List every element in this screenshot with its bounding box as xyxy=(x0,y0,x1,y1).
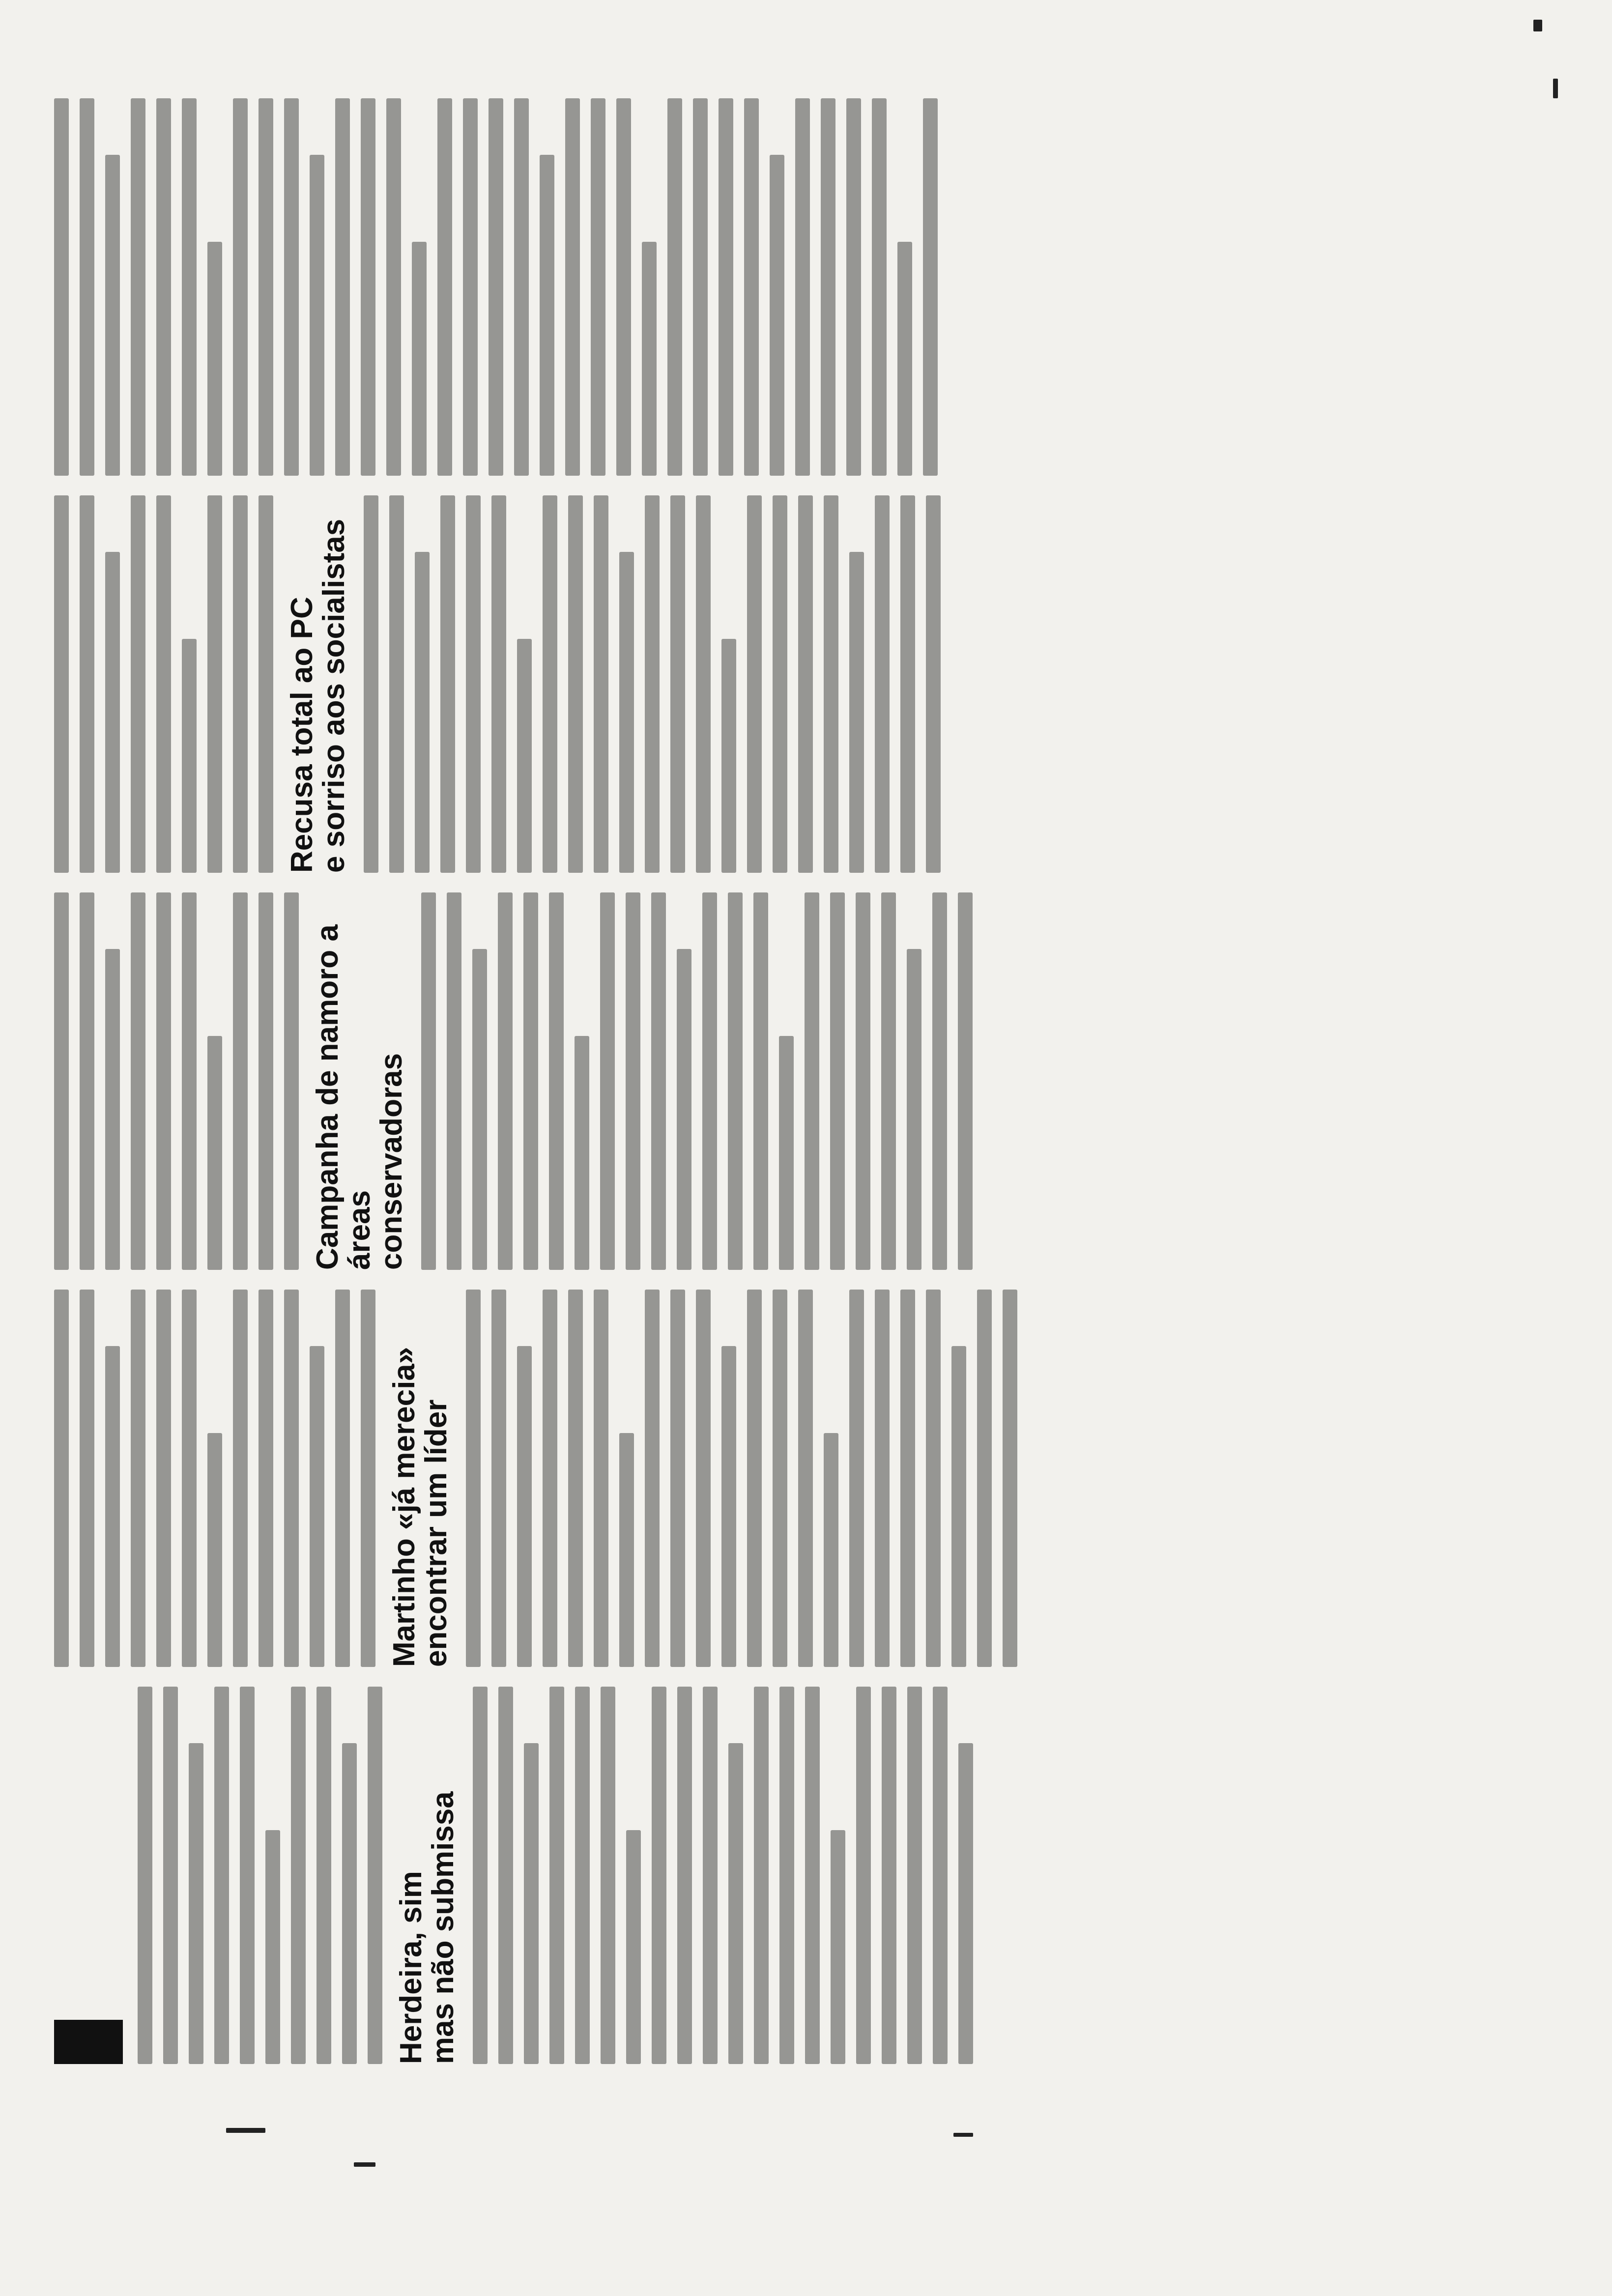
column-5 xyxy=(54,98,1528,476)
heading-recusa: Recusa total ao PC e sorriso aos socialistas xyxy=(285,518,351,873)
drop-mark xyxy=(54,2020,123,2064)
rotated-article xyxy=(54,98,1528,2064)
heading-campanha: Campanha de namoro a áreas conservadoras xyxy=(311,924,409,1270)
column-3 xyxy=(54,892,1528,1270)
column-1 xyxy=(54,1687,1528,2064)
heading-martinho: Martinho «já merecia» encontrar um líder xyxy=(387,1347,454,1667)
heading-herdeira: Herdeira, sim mas não submissa xyxy=(394,1791,461,2064)
body-lines xyxy=(138,1687,382,2064)
column-2 xyxy=(54,1290,1528,1667)
column-4 xyxy=(54,495,1528,873)
